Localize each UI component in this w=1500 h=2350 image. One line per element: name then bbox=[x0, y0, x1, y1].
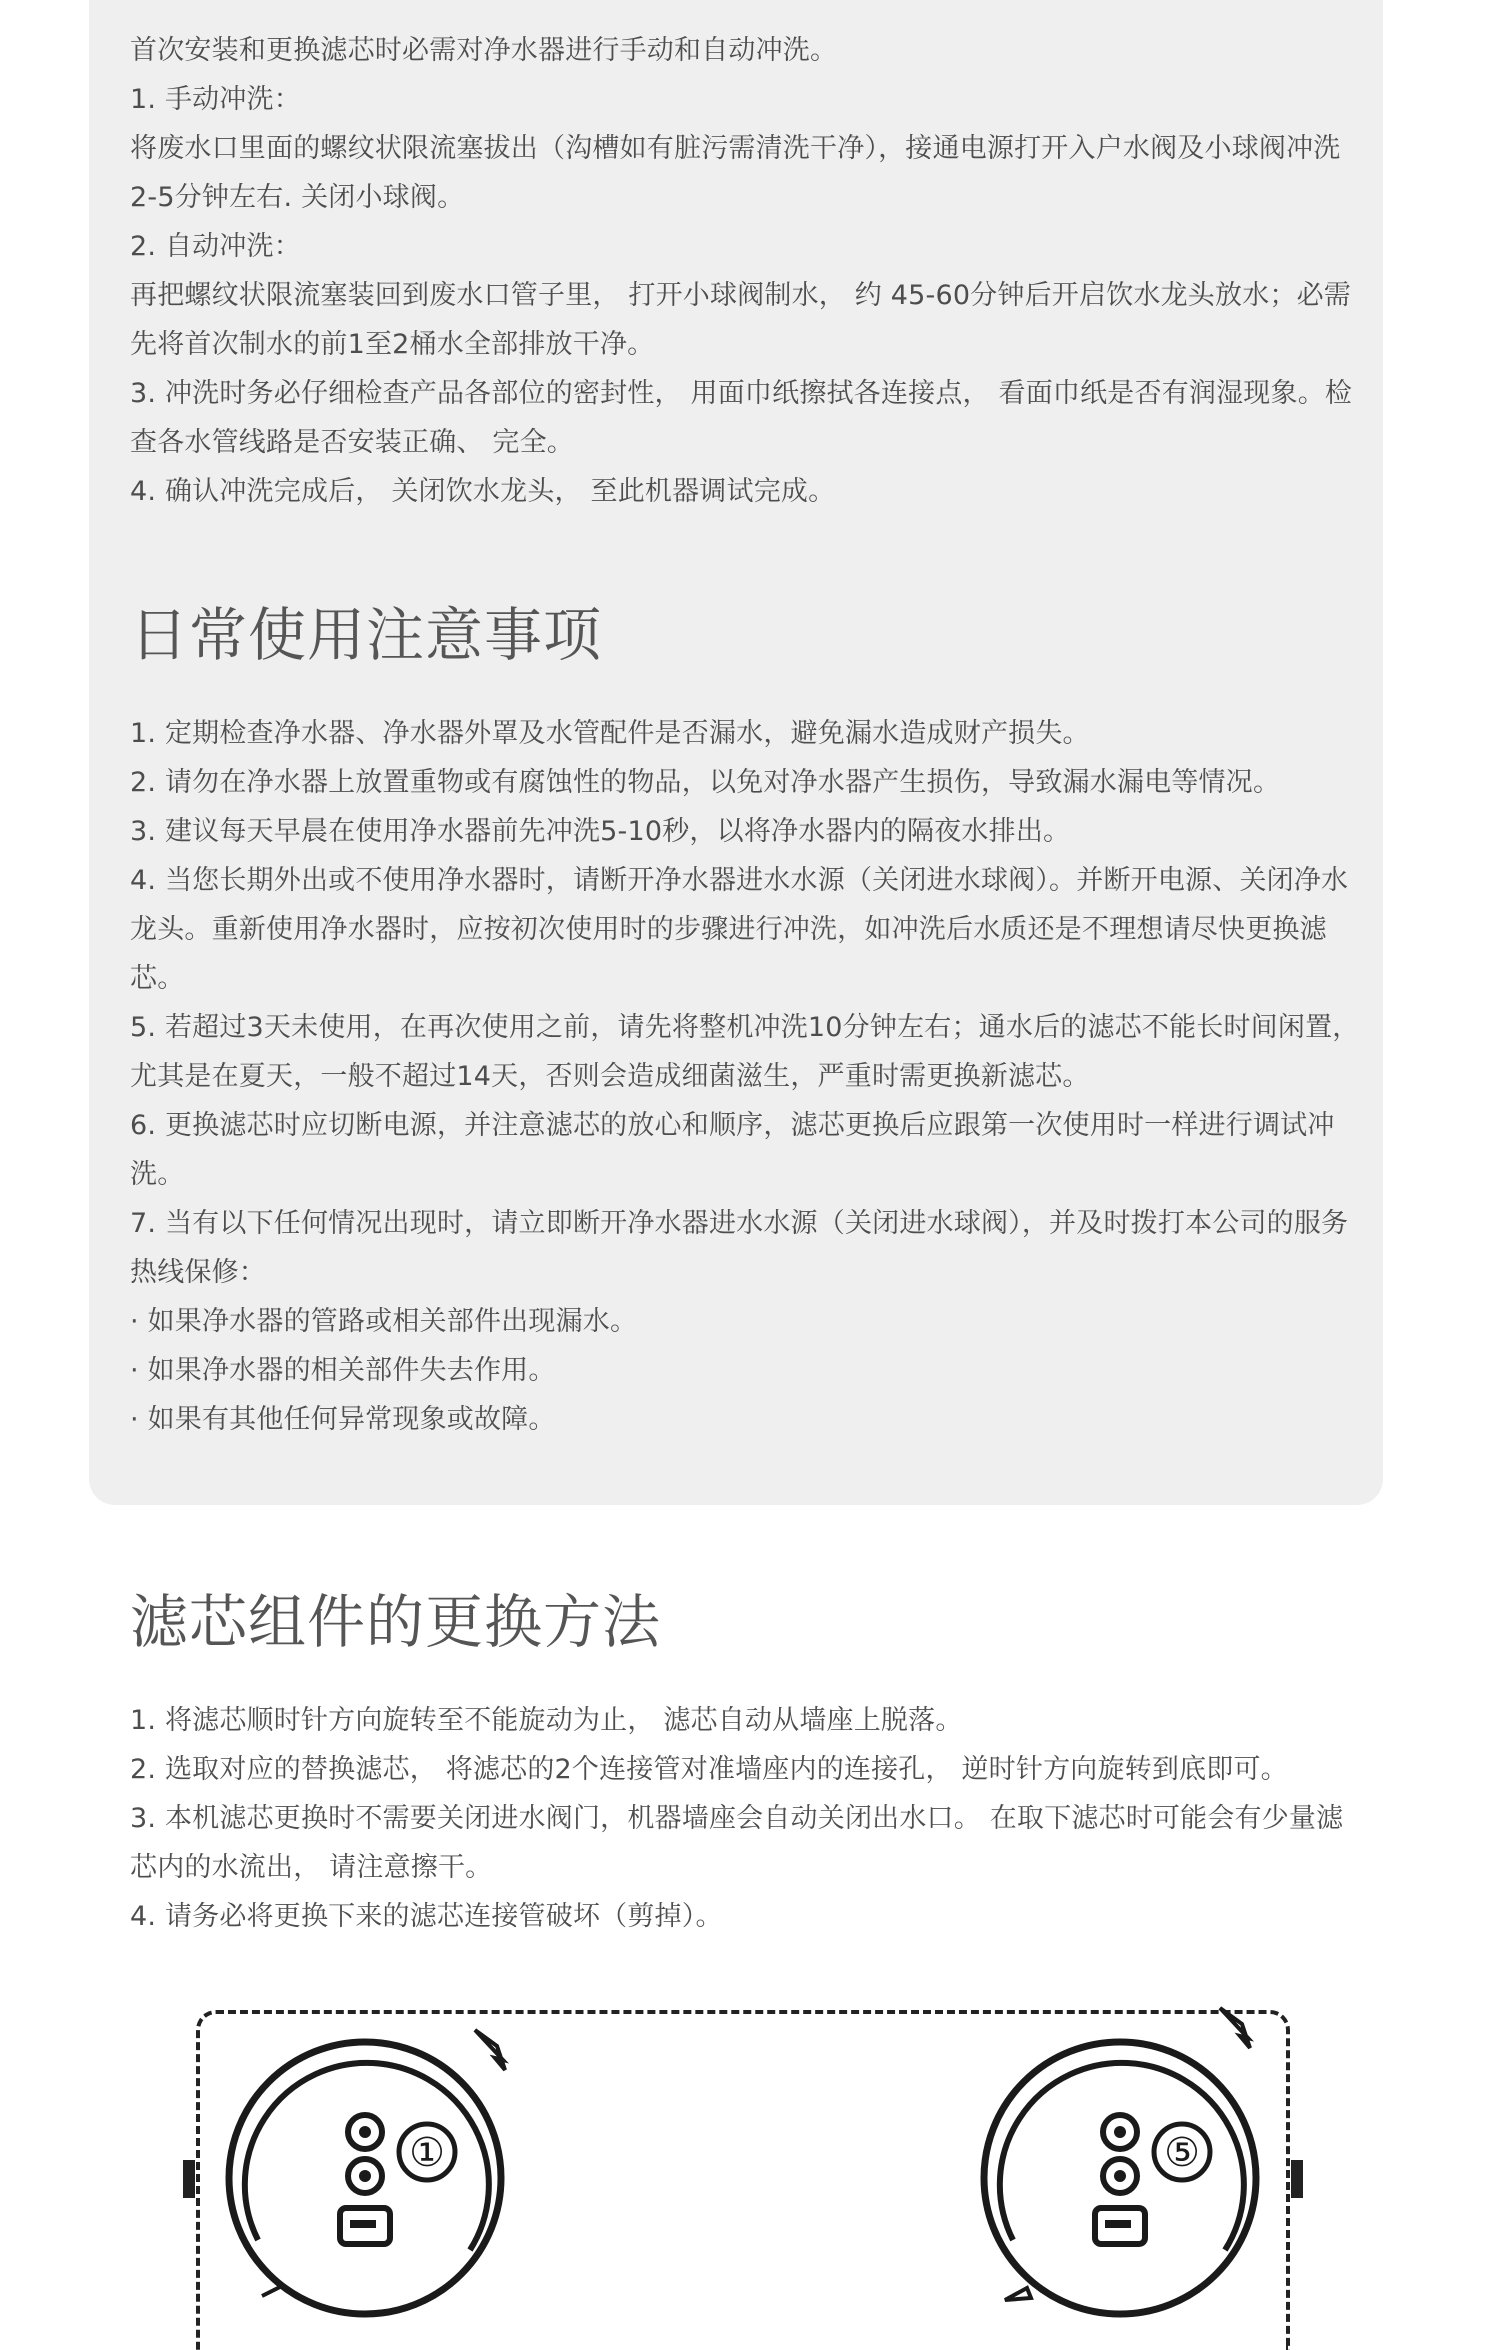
daily-use-item-5: 5. 若超过3天未使用，在再次使用之前，请先将整机冲洗10分钟左右；通水后的滤芯不能长时间闲置，尤其是在夏天，一般不超过14天，否则会造成细菌滋生，严重时需更换新滤芯。 bbox=[130, 1012, 1360, 1092]
frame-tab-left bbox=[183, 2160, 195, 2198]
filter-step-2: 2. 选取对应的替换滤芯， 将滤芯的2个连接管对准墙座内的连接孔， 逆时针方向旋转到底即可。 bbox=[130, 1754, 1288, 1785]
flush-manual-text: 将废水口里面的螺纹状限流塞拔出（沟槽如有脏污需清洗干净），接通电源打开入户水阀及小球阀冲洗2-5分钟左右. 关闭小球阀。 bbox=[130, 133, 1341, 213]
filter-step-3: 3. 本机滤芯更换时不需要关闭进水阀门，机器墙座会自动关闭出水口。 在取下滤芯时可能会有少量滤芯内的水流出， 请注意擦干。 bbox=[130, 1803, 1344, 1883]
daily-use-item-1: 1. 定期检查净水器、净水器外罩及水管配件是否漏水，避免漏水造成财产损失。 bbox=[130, 718, 1090, 749]
daily-use-bullet-1: · 如果净水器的管路或相关部件出现漏水。 bbox=[130, 1306, 638, 1337]
daily-use-item-4: 4. 当您长期外出或不使用净水器时，请断开净水器进水水源（关闭进水球阀）。并断开电源、关闭净水龙头。重新使用净水器时，应按初次使用时的步骤进行冲洗，如冲洗后水质还是不理想请尽快更换滤芯。 bbox=[130, 865, 1349, 994]
flush-manual-title: 1. 手动冲洗： bbox=[130, 84, 301, 115]
daily-use-item-7: 7. 当有以下任何情况出现时，请立即断开净水器进水水源（关闭进水球阀），并及时拨打本公司的服务热线保修： bbox=[130, 1208, 1349, 1288]
daily-use-item-6: 6. 更换滤芯时应切断电源，并注意滤芯的放心和顺序，滤芯更换后应跟第一次使用时一样进行调试冲洗。 bbox=[130, 1110, 1335, 1190]
filter-right-icon bbox=[984, 2008, 1256, 2314]
filter-left-number: ① bbox=[409, 2130, 445, 2176]
flush-auto-text: 再把螺纹状限流塞装回到废水口管子里， 打开小球阀制水， 约 45-60分钟后开启饮水龙头放水；必需先将首次制水的前1至2桶水全部排放干净。 bbox=[130, 280, 1352, 360]
filter-step-1: 1. 将滤芯顺时针方向旋转至不能旋动为止， 滤芯自动从墙座上脱落。 bbox=[130, 1705, 963, 1736]
filter-replace-title: 滤芯组件的更换方法 bbox=[130, 1588, 662, 1656]
flush-intro: 首次安装和更换滤芯时必需对净水器进行手动和自动冲洗。 bbox=[130, 35, 838, 66]
flush-check-text: 3. 冲洗时务必仔细检查产品各部位的密封性， 用面巾纸擦拭各连接点， 看面巾纸是否有润湿现象。检查各水管线路是否安装正确、 完全。 bbox=[130, 378, 1353, 458]
frame-tab-right bbox=[1291, 2160, 1303, 2198]
daily-use-item-3: 3. 建议每天早晨在使用净水器前先冲洗5-10秒，以将净水器内的隔夜水排出。 bbox=[130, 816, 1071, 847]
daily-use-bullet-3: · 如果有其他任何异常现象或故障。 bbox=[130, 1404, 556, 1435]
filter-step-4: 4. 请务必将更换下来的滤芯连接管破坏（剪掉）。 bbox=[130, 1901, 723, 1932]
filter-diagram bbox=[0, 1990, 1500, 2322]
daily-use-title: 日常使用注意事项 bbox=[130, 601, 603, 669]
filter-right-number: ⑤ bbox=[1164, 2130, 1200, 2176]
flush-finish-text: 4. 确认冲洗完成后， 关闭饮水龙头， 至此机器调试完成。 bbox=[130, 476, 836, 507]
daily-use-item-2: 2. 请勿在净水器上放置重物或有腐蚀性的物品，以免对净水器产生损伤，导致漏水漏电等情况。 bbox=[130, 767, 1281, 798]
filter-left-icon bbox=[229, 2030, 505, 2314]
flush-auto-title: 2. 自动冲洗： bbox=[130, 231, 301, 262]
daily-use-bullet-2: · 如果净水器的相关部件失去作用。 bbox=[130, 1355, 556, 1386]
